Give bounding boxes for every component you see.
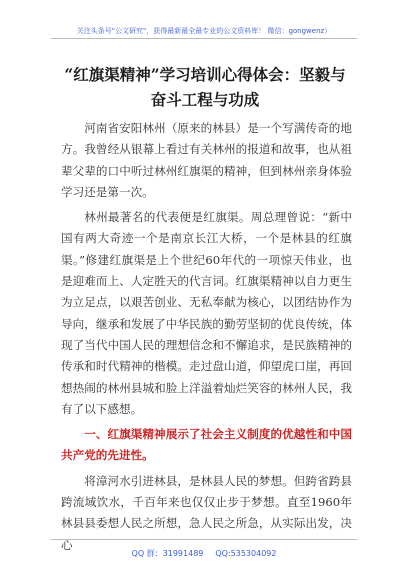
header-link[interactable]: 关注头条号"公文研究"，获得最新最全最专业的公文资料库！ 微信：gongwenz）	[76, 27, 332, 35]
header-divider	[51, 38, 357, 39]
paragraph-section-one: 将漳河水引进林县，是林县人民的梦想。但跨省跨县跨流域饮水，千百年来也仅仅止步于梦想。直至1960年林县县委想人民之所想，急人民之所急，从实际出发，决心	[61, 473, 352, 552]
paragraph-hongqiqu: 林州最著名的代表便是红旗渠。周总理曾说：“新中国有两大奇迹一个是南京长江大桥，一个是林县的红旗渠。”修建红旗渠是上个世纪60年代的一项惊天伟业，也是迎难而上、人定胜天的代言词。红旗渠精神以自力更生为立足点，以艰苦创业、无私奉献为核心，以团结协作为导向，继承和发展了中华民族的勤劳坚韧的优良传统，体现了当代中国人民的理想信念和不懈追求，是民族精神的传承和时代精神的楷模。走过盘山道，仰望虎口崖，再回想热闹的林州县城和脸上洋溢着灿烂笑容的林州人民，我有了以下感想。	[61, 210, 352, 416]
section-heading: 一、红旗渠精神展示了社会主义制度的优越性和中国共产党的先进性。	[61, 427, 352, 463]
footer-qq: QQ:535304092	[215, 549, 277, 558]
document-body	[61, 118, 352, 560]
document-title: “红旗渠精神”学习培训心得体会：坚毅与奋斗工程与功成	[64, 65, 346, 109]
paragraph-intro: 河南省安阳林州（原来的林县）是一个写满传奇的地方。我曾经从银幕上看过有关林州的报道和故事，也从祖辈父辈的口中听过林州红旗渠的精神，但到林州亲身体验学习还是第一次。	[61, 121, 352, 199]
footer-qq-group: QQ 群：31991489	[131, 549, 204, 558]
footer-divider	[51, 539, 357, 540]
footer	[51, 548, 357, 559]
